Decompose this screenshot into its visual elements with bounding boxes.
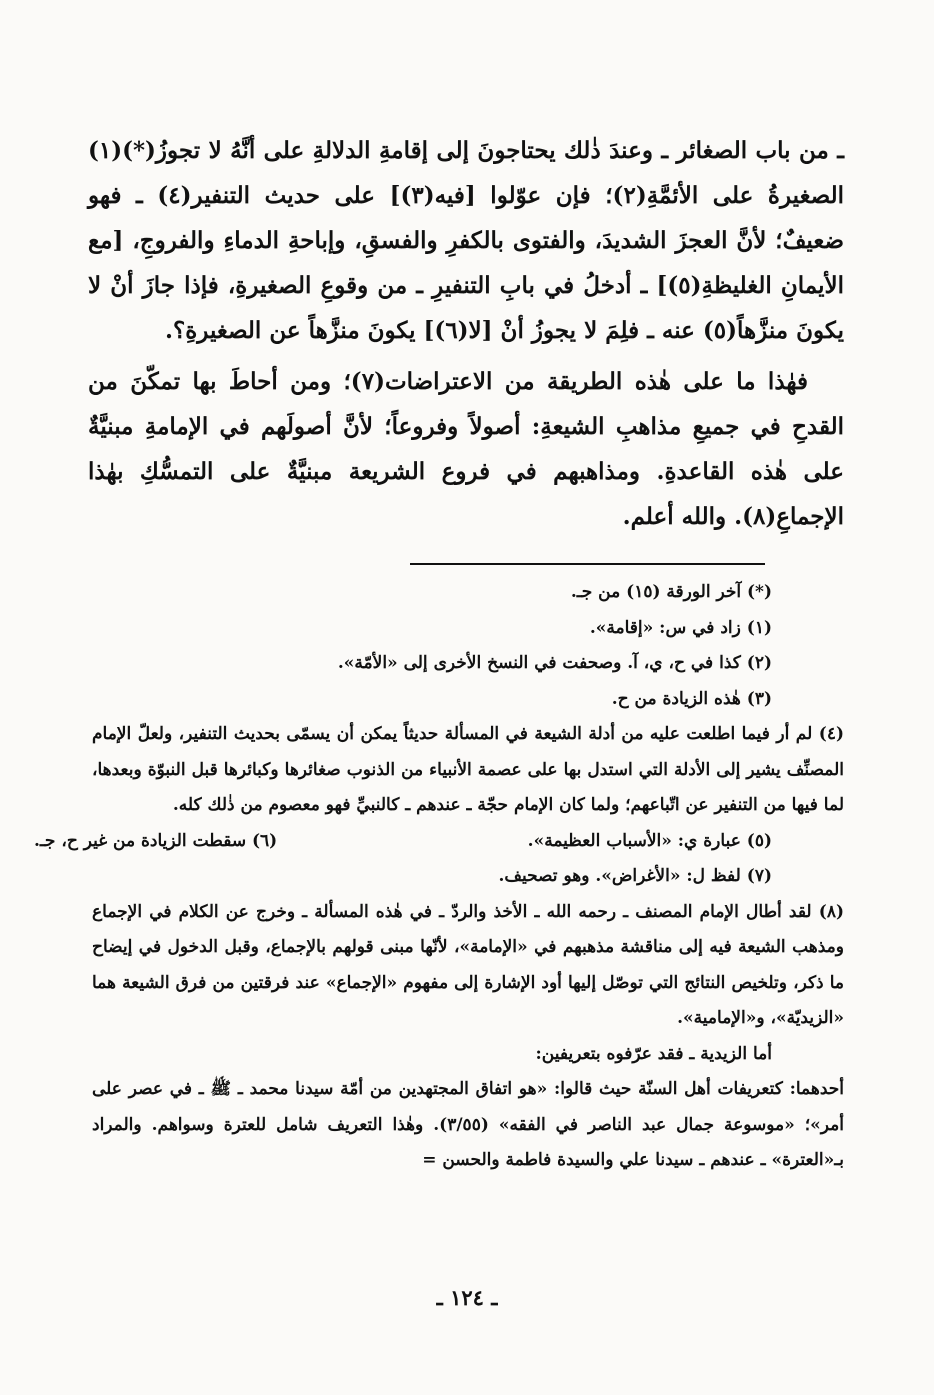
footnote: (١) زاد في س: «إقامة». <box>589 617 772 638</box>
footnotes <box>34 575 844 1179</box>
footnote: (*) آخر الورقة (١٥) من جـ. <box>570 582 772 602</box>
footnote: (٤) لم أر فيما اطلعت عليه من أدلة الشيعة في المسألة حديثاً يمكن أن يسمّى بحديث التنفير، ولعلّ الإمام المصنِّف يشير إلى الأدلة التي استدل بها على عصمة الأنبياء من الذنوب صغائرها وكبائرها قبل النبوّة وبعدها، لما فيها من التنفير عن اتّباعهم؛ ولما كان الإمام حجّة ـ عندهم ـ كالنبيِّ فهو معصوم من ذٰلك كله. <box>92 724 844 815</box>
footnote-separator <box>410 563 765 565</box>
footnote: (٦) سقطت الزيادة من غير ح، جـ. <box>34 830 278 851</box>
footnote: (٣) هٰذه الزيادة من ح. <box>611 688 772 709</box>
body-paragraph: فهٰذا ما على هٰذه الطريقة من الاعتراضات(٧)؛ ومن أحاطَ بها تمكّنَ من القدحِ في جميعِ مذاهبِ الشيعةِ: أصولاً وفروعاً؛ لأنَّ أصولَهم في الإمامةِ مبنيَّةٌ على هٰذه القاعدةِ. ومذاهبهم في فروع الشريعة مبنيَّةٌ على التمسُّكِ بهٰذا الإجماعِ(٨). والله أعلم. <box>88 368 844 530</box>
page-number: ـ ١٢٤ ـ <box>436 1285 498 1310</box>
footnote: أحدهما: كتعريفات أهل السنّة حيث قالوا: «هو اتفاق المجتهدين من أمّة سيدنا محمد ـ ﷺ ـ في عصر على أمر»؛ «موسوعة جمال عبد الناصر في الفقه» (٣/٥٥). وهٰذا التعريف شامل للعترة وسواهم. والمراد بـ«العترة» ـ عندهم ـ سيدنا علي والسيدة فاطمة والحسن = <box>92 1079 844 1170</box>
footnote: أما الزيدية ـ فقد عرّفوه بتعريفين: <box>535 1043 772 1064</box>
footnote: (٥) عبارة ي: «الأسباب العظيمة». <box>527 830 772 851</box>
body-paragraph: ـ من باب الصغائر ـ وعندَ ذٰلك يحتاجونَ إلى إقامةِ الدلالةِ على أنَّهُ لا تجوزُ(*)(١) الصغيرةُ على الأئمَّةِ(٢)؛ فإن عوّلوا [فيه(٣)] على حديث التنفير(٤) ـ فهو ضعيفٌ؛ لأنَّ العجزَ الشديدَ، والفتوى بالكفرِ والفسقِ، وإباحةِ الدماءِ والفروجِ، [مع الأيمانِ الغليظةِ(٥)] ـ أدخلُ في بابِ التنفيرِ ـ من وقوعِ الصغيرةِ، فإذا جازَ أنْ لا يكونَ منزَّهاً(٥) عنه ـ فلِمَ لا يجوزُ أنْ [لا(٦)] يكونَ منزَّهاً عن الصغيرةِ؟. <box>88 137 845 344</box>
footnote: (٢) كذا في ح، ي، آ. وصحفت في النسخ الأخرى إلى «الأمّة». <box>337 653 772 673</box>
footnote-pair <box>34 824 772 860</box>
footnote: (٨) لقد أطال الإمام المصنف ـ رحمه الله ـ الأخذ والردّ ـ في هٰذه المسألة ـ وخرج عن الكلام في الإجماع ومذهب الشيعة فيه إلى مناقشة مذهبهم في «الإمامة»، لأنّها مبنى قولهم بالإجماع، وقبل الدخول في إيضاح ما ذكر، وتلخيص النتائج التي توصّل إليها أود الإشارة إلى مفهوم «الإجماع» عند فرقتين من فرق الشيعة هما «الزيديّة»، و«الإمامية». <box>92 901 844 1028</box>
main-text <box>88 128 844 539</box>
footnote: (٧) لفظ ل: «الأغراض». وهو تصحيف. <box>498 866 772 886</box>
